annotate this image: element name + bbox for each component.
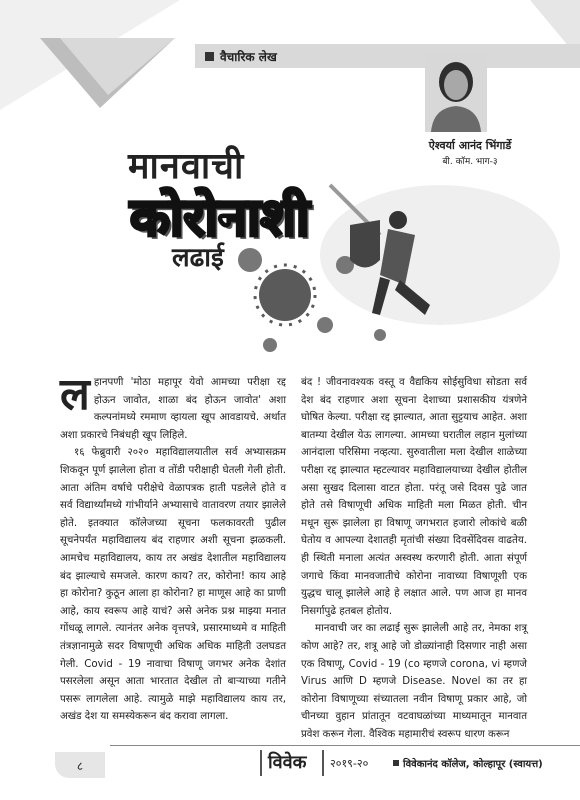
title-line-3: लढाई bbox=[172, 243, 224, 273]
square-bullet-icon bbox=[393, 760, 399, 766]
magazine-year: २०१९-२० bbox=[330, 757, 369, 770]
title-line-1: मानवाची bbox=[128, 146, 245, 187]
article-paragraph: बंद ! जीवनावश्यक वस्तू व वैद्यकिय सोईसुविधा सोडता सर्व देश बंद राहणार अशा सूचना देशाच्या प्रशासकीय यंत्रणेने घोषित केल्या. परीक्षा रद्द झाल्यात, आता सुट्टयाच आहेत. अशा बातम्या देखील येऊ लागल्या. आमच्या घरातील लहान मुलांच्या आनंदाला परिसिमा नव्हत्या. सुरुवातीला मला देखील शाळेच्या परीक्षा रद्द झाल्यात म्हटल्यावर महाविद्यालयाच्या देखील होतील असा सुखद दिलासा वाटत होता. परंतू जसे दिवस पुढे जात होते तसे विषाणूची अधिक माहिती मला मिळत होती. चीन मधून सुरू झालेला हा विषाणू जगभरात हजारो लोकांचे बळी घेतोय व आपल्या देशातही मृतांची संख्या दिवसेंदिवस वाढतेय. ही स्थिती मनाला अत्यंत अस्वस्थ करणारी होती. आता संपूर्ण जगाचे किंवा मानवजातीचे कोरोना नावाच्या विषाणूशी एक युद्धच चालू झालेले आहे हे लक्षात आले. पण आज हा मानव निसर्गापुढे हतबल होतोय. bbox=[301, 377, 527, 617]
footer-divider bbox=[322, 750, 324, 776]
author-photo bbox=[425, 52, 487, 132]
footer-divider bbox=[260, 750, 262, 776]
title-line-2: कोरोनाशी bbox=[130, 188, 310, 248]
author-name: ऐश्वर्या आनंद भिंगार्डे bbox=[428, 139, 512, 152]
magazine-name: विवेक bbox=[268, 752, 307, 773]
article-column-left bbox=[60, 369, 286, 726]
article-column-right bbox=[301, 374, 527, 743]
author-class: बी. कॉम. भाग-३ bbox=[442, 157, 498, 167]
footer-rule bbox=[110, 745, 580, 746]
section-label: वैचारिक लेख bbox=[220, 50, 277, 64]
section-tag bbox=[205, 48, 277, 65]
college-name: विवेकानंद कॉलेज, कोल्हापूर (स्वायत्त) bbox=[393, 756, 543, 770]
square-bullet-icon bbox=[205, 52, 214, 61]
virus-fight-illustration bbox=[230, 165, 560, 365]
virus-icon bbox=[255, 265, 315, 325]
article-paragraph: मानवाची जर का लढाई सुरू झालेली आहे तर, नेमका शत्रू कोण आहे? तर, शत्रू आहे जो डोळ्यांनाही दिसणार नाही असा एक विषाणू, Covid - 19 (co म्हणजे corona, vi म्हणजे Virus आणि D म्हणजे Disease. Novel का तर हा कोरोना विषाणूच्या संच्यातला नवीन विषाणू प्रकार आहे, जो चीनच्या वुहान प्रांतातून वटवाघळांच्या माध्यमातून मानवात प्रवेश करून गेला. वैश्विक महामारीचं स्वरूप धारण करून bbox=[301, 623, 527, 740]
page-number: ८ bbox=[55, 752, 105, 778]
drop-cap: ल bbox=[60, 369, 90, 420]
article-paragraph: लहानपणी 'मोठा महापूर येवो आमच्या परीक्षा रद्द होऊन जावोत, शाळा बंद होऊन जावोत' अशा कल्पनांमध्ये रममाण व्हायला खूप आवडायचे. अर्थात अशा प्रकारचे निबंधही खूप लिहिले. bbox=[60, 369, 286, 441]
article-paragraph: १६ फेब्रुवारी २०२० महाविद्यालयातील सर्व अभ्यासक्रम शिकवून पूर्ण झालेला होता व तोंडी परीक्षाही घेतली गेली होती. आता अंतिम वर्षाचे परीक्षेचे वेळापत्रक हाती पडलेले होते व सर्व विद्यार्थ्यांमध्ये गांभीर्याने अभ्यासाचे वातावरण तयार झालेले होते. इतक्यात कॉलेजच्या सूचना फलकावरती पुढील सूचनेपर्यंत महाविद्यालय बंद राहणार अशी सूचना झळकली. आमचेच महाविद्यालय, काय तर अखंड देशातील महाविद्यालय बंद झाल्याचे समजले. कारण काय? तर, कोरोना! काय आहे हा कोरोना? कुठून आला हा कोरोना? हा माणूस आहे का प्राणी आहे, काय स्वरूप आहे याचं? असे अनेक प्रश्न माझ्या मनात गोंधळू लागले. त्यानंतर अनेक वृत्तपत्रे, प्रसारमाध्यमे व माहिती तंत्रज्ञानामुळे सदर विषाणूची अधिक अधिक माहिती उलघडत गेली. Covid - 19 नावाचा विषाणू जगभर अनेक देशांत पसरलेला असून आता भारतात देखील तो बाऱ्याच्या गतीने पसरू लागलेला आहे. त्यामुळे माझे महाविद्यालय काय तर, अखंड देश या समस्येकरून बंद करावा लागला. bbox=[60, 447, 286, 723]
